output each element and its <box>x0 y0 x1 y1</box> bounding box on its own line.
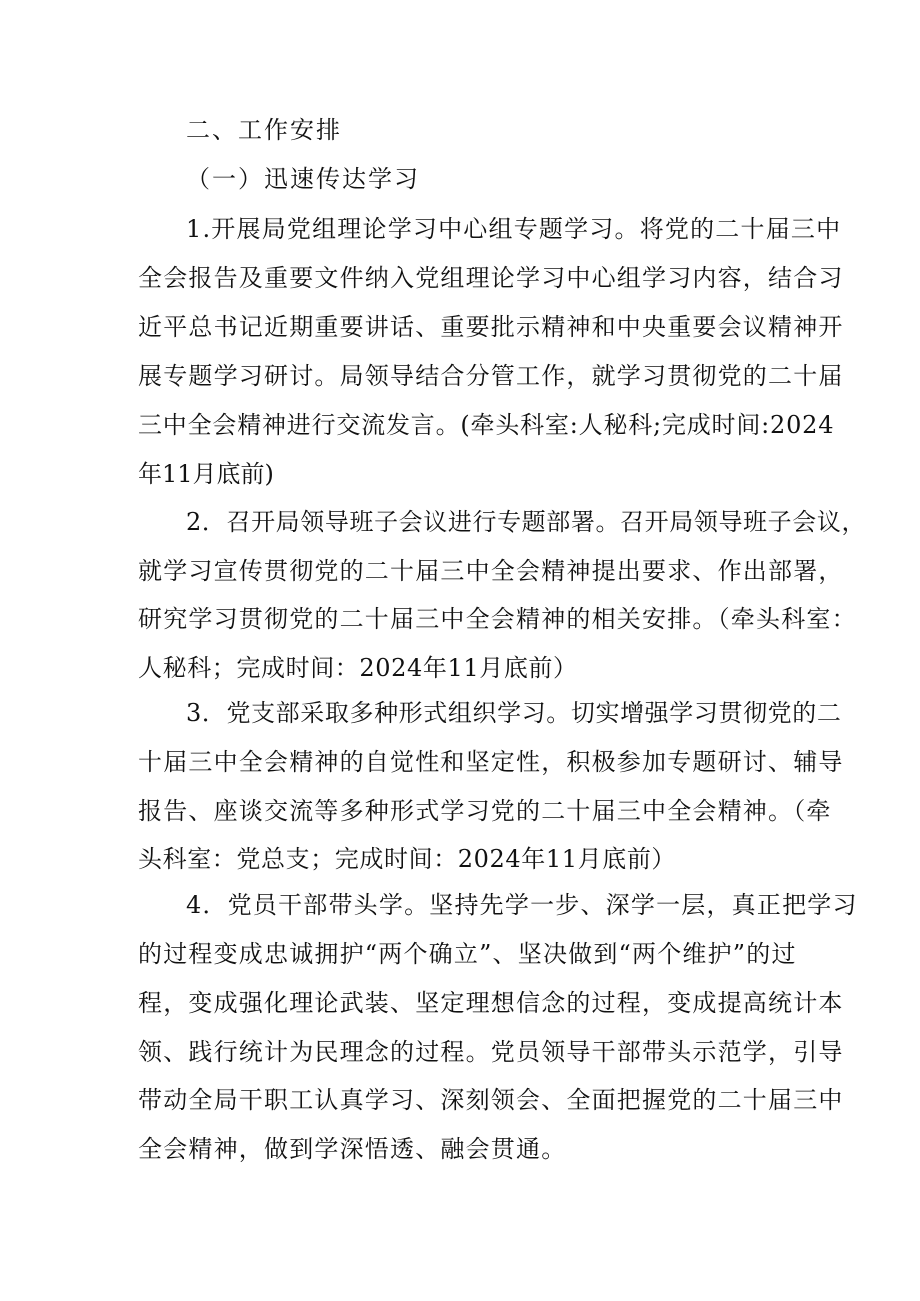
paragraph-line: 年11月底前) <box>138 460 274 488</box>
paragraph-line: 人秘科；完成时间：2024年11月底前） <box>138 654 578 682</box>
paragraph-line: 报告、座谈交流等多种形式学习党的二十届三中全会精神。（牵 <box>138 797 832 825</box>
paragraph-line: 研究学习贯彻党的二十届三中全会精神的相关安排。（牵头科室： <box>138 605 857 633</box>
paragraph-line: 十届三中全会精神的自觉性和坚定性，积极参加专题研讨、辅导 <box>138 748 844 776</box>
paragraph-line: 1.开展局党组理论学习中心组专题学习。将党的二十届三中 <box>186 215 842 243</box>
paragraph-line: 带动全局干职工认真学习、深刻领会、全面把握党的二十届三中 <box>138 1086 844 1114</box>
paragraph-line: 近平总书记近期重要讲话、重要批示精神和中央重要会议精神开 <box>138 313 844 341</box>
paragraph-line: 全会报告及重要文件纳入党组理论学习中心组学习内容，结合习 <box>138 264 844 292</box>
paragraph-line: 4．党员干部带头学。坚持先学一步、深学一层，真正把学习 <box>186 891 858 919</box>
paragraph-line: 3．党支部采取多种形式组织学习。切实增强学习贯彻党的二 <box>186 699 842 727</box>
paragraph-line: 全会精神，做到学深悟透、融会贯通。 <box>138 1135 567 1163</box>
sub-heading: （一）迅速传达学习 <box>186 165 420 193</box>
paragraph-line: 就学习宣传贯彻党的二十届三中全会精神提出要求、作出部署， <box>138 557 844 585</box>
paragraph-line: 的过程变成忠诚拥护“两个确立”、坚决做到“两个维护”的过 <box>138 940 797 968</box>
section-heading: 二、工作安排 <box>186 116 342 144</box>
paragraph-line: 2．召开局领导班子会议进行专题部署。召开局领导班子会议， <box>186 508 867 536</box>
paragraph-line: 程，变成强化理论武装、坚定理想信念的过程，变成提高统计本 <box>138 989 844 1017</box>
paragraph-line: 领、践行统计为民理念的过程。党员领导干部带头示范学，引导 <box>138 1038 844 1066</box>
paragraph-line: 头科室：党总支；完成时间：2024年11月底前） <box>138 845 677 873</box>
paragraph-line: 三中全会精神进行交流发言。(牵头科室:人秘科;完成时间:2024 <box>138 411 835 439</box>
paragraph-line: 展专题学习研讨。局领导结合分管工作，就学习贯彻党的二十届 <box>138 362 844 390</box>
